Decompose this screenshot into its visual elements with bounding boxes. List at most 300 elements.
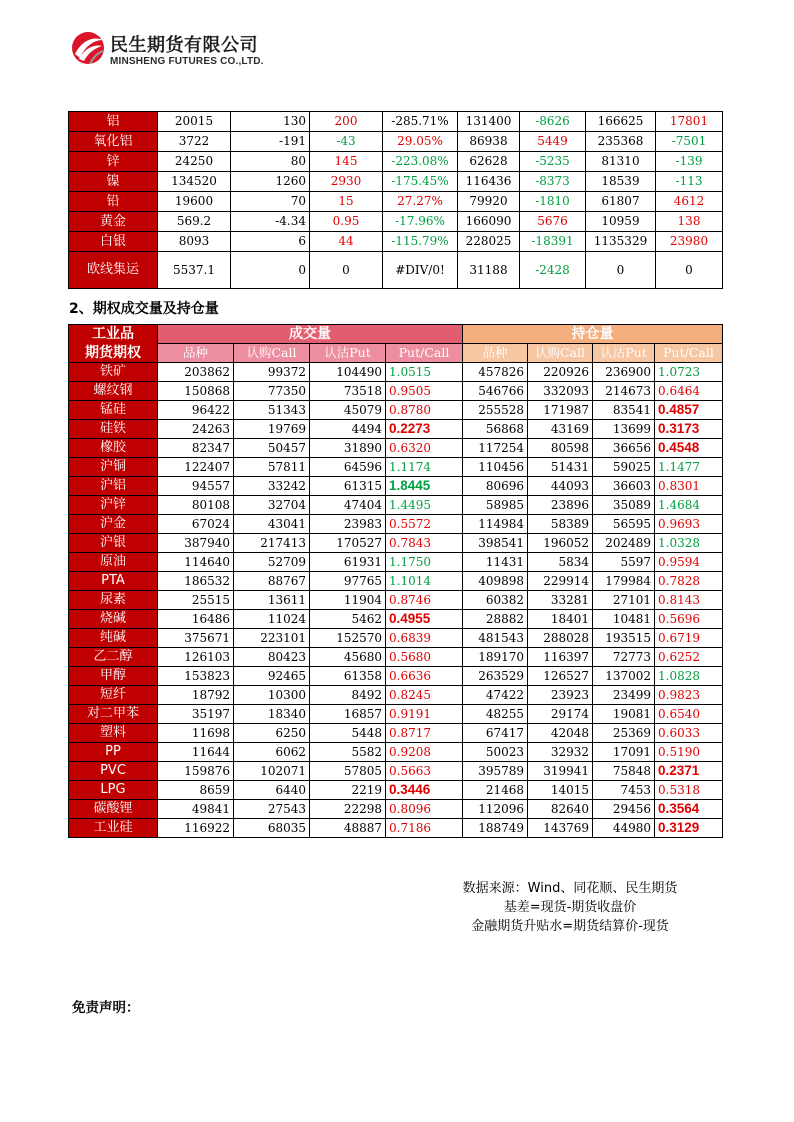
oi-put-call-ratio: 1.0723	[655, 363, 723, 382]
oi-put: 5597	[593, 553, 655, 572]
option-name: 尿素	[69, 591, 158, 610]
volume-put: 5582	[310, 743, 386, 762]
option-name: 沪铝	[69, 477, 158, 496]
minsheng-logo-icon	[70, 30, 106, 66]
volume-total: 114640	[158, 553, 234, 572]
oi-put-call-ratio: 0.7828	[655, 572, 723, 591]
option-name: 乙二醇	[69, 648, 158, 667]
volume-put-call-ratio: 0.6839	[386, 629, 463, 648]
oi-call: 82640	[528, 800, 593, 819]
sub-header: 认购Call	[234, 344, 310, 363]
oi-call: 126527	[528, 667, 593, 686]
oi-put-call-ratio: 0.3564	[655, 800, 723, 819]
open-interest-group-header: 持仓量	[463, 325, 723, 344]
volume-put: 31890	[310, 439, 386, 458]
commodity-name: 镍	[69, 172, 158, 192]
options-row	[69, 591, 723, 610]
oi-total: 50023	[463, 743, 528, 762]
volume-put: 64596	[310, 458, 386, 477]
volume-total: 122407	[158, 458, 234, 477]
cell-value: 80	[231, 152, 310, 172]
volume-put-call-ratio: 0.8746	[386, 591, 463, 610]
oi-put-call-ratio: 0.3129	[655, 819, 723, 838]
oi-put: 56595	[593, 515, 655, 534]
sub-header: 认沽Put	[310, 344, 386, 363]
cell-value: 134520	[158, 172, 231, 192]
volume-put-call-ratio: 0.8096	[386, 800, 463, 819]
volume-call: 51343	[234, 401, 310, 420]
volume-total: 126103	[158, 648, 234, 667]
oi-put-call-ratio: 0.6719	[655, 629, 723, 648]
volume-call: 57811	[234, 458, 310, 477]
volume-put-call-ratio: 0.7843	[386, 534, 463, 553]
volume-put: 5448	[310, 724, 386, 743]
volume-put: 104490	[310, 363, 386, 382]
basis-row	[69, 192, 723, 212]
oi-put: 29456	[593, 800, 655, 819]
volume-put: 61315	[310, 477, 386, 496]
oi-total: 110456	[463, 458, 528, 477]
volume-put: 170527	[310, 534, 386, 553]
oi-put: 193515	[593, 629, 655, 648]
sub-header: 认购Call	[528, 344, 593, 363]
volume-put: 48887	[310, 819, 386, 838]
disclaimer-heading: 免责声明：	[72, 1000, 140, 1016]
cell-value: 20015	[158, 112, 231, 132]
options-row	[69, 800, 723, 819]
options-row	[69, 439, 723, 458]
cell-value: 166625	[586, 112, 656, 132]
oi-put: 214673	[593, 382, 655, 401]
options-row	[69, 724, 723, 743]
options-row	[69, 496, 723, 515]
options-row	[69, 705, 723, 724]
oi-put: 10481	[593, 610, 655, 629]
volume-call: 10300	[234, 686, 310, 705]
sub-header: Put/Call	[655, 344, 723, 363]
cell-value: -17.96%	[383, 212, 458, 232]
volume-put-call-ratio: 0.6320	[386, 439, 463, 458]
cell-value: 27.27%	[383, 192, 458, 212]
volume-call: 32704	[234, 496, 310, 515]
cell-value: 145	[310, 152, 383, 172]
oi-put: 19081	[593, 705, 655, 724]
oi-call: 288028	[528, 629, 593, 648]
option-name: 短纤	[69, 686, 158, 705]
cell-value: -43	[310, 132, 383, 152]
volume-put-call-ratio: 0.3446	[386, 781, 463, 800]
oi-put: 23499	[593, 686, 655, 705]
cell-value: 31188	[458, 252, 520, 289]
option-name: 甲醇	[69, 667, 158, 686]
volume-total: 96422	[158, 401, 234, 420]
volume-put: 45680	[310, 648, 386, 667]
volume-put-call-ratio: 0.5680	[386, 648, 463, 667]
cell-value: 4612	[656, 192, 723, 212]
option-name: PTA	[69, 572, 158, 591]
basis-row	[69, 152, 723, 172]
oi-call: 116397	[528, 648, 593, 667]
volume-total: 94557	[158, 477, 234, 496]
oi-put: 35089	[593, 496, 655, 515]
oi-put: 236900	[593, 363, 655, 382]
data-source-notes	[430, 879, 710, 936]
oi-total: 255528	[463, 401, 528, 420]
oi-call: 220926	[528, 363, 593, 382]
corner-label-bottom: 期货期权	[69, 344, 158, 363]
oi-put-call-ratio: 0.8301	[655, 477, 723, 496]
options-row	[69, 743, 723, 762]
options-row	[69, 477, 723, 496]
volume-total: 24263	[158, 420, 234, 439]
oi-put-call-ratio: 1.4684	[655, 496, 723, 515]
volume-call: 99372	[234, 363, 310, 382]
cell-value: 0	[310, 252, 383, 289]
oi-total: 188749	[463, 819, 528, 838]
volume-group-header: 成交量	[158, 325, 463, 344]
oi-call: 32932	[528, 743, 593, 762]
volume-total: 8659	[158, 781, 234, 800]
option-name: 锰硅	[69, 401, 158, 420]
options-row	[69, 553, 723, 572]
oi-put-call-ratio: 1.0828	[655, 667, 723, 686]
volume-put: 5462	[310, 610, 386, 629]
volume-total: 387940	[158, 534, 234, 553]
volume-put: 2219	[310, 781, 386, 800]
option-name: 橡胶	[69, 439, 158, 458]
volume-total: 16486	[158, 610, 234, 629]
oi-total: 457826	[463, 363, 528, 382]
oi-call: 14015	[528, 781, 593, 800]
volume-put: 61931	[310, 553, 386, 572]
note-line: 金融期货升贴水=期货结算价-现货	[471, 919, 669, 934]
volume-call: 6440	[234, 781, 310, 800]
oi-put: 36603	[593, 477, 655, 496]
oi-total: 60382	[463, 591, 528, 610]
oi-call: 319941	[528, 762, 593, 781]
volume-put: 4494	[310, 420, 386, 439]
cell-value: 166090	[458, 212, 520, 232]
sub-header: 品种	[158, 344, 234, 363]
oi-call: 43169	[528, 420, 593, 439]
oi-put-call-ratio: 0.5696	[655, 610, 723, 629]
oi-put-call-ratio: 0.9594	[655, 553, 723, 572]
cell-value: 6	[231, 232, 310, 252]
option-name: 烧碱	[69, 610, 158, 629]
volume-total: 18792	[158, 686, 234, 705]
volume-total: 150868	[158, 382, 234, 401]
option-name: 原油	[69, 553, 158, 572]
oi-put: 137002	[593, 667, 655, 686]
volume-put-call-ratio: 0.5572	[386, 515, 463, 534]
options-group-header-row	[69, 325, 723, 344]
option-name: 纯碱	[69, 629, 158, 648]
cell-value: 19600	[158, 192, 231, 212]
volume-put-call-ratio: 0.4955	[386, 610, 463, 629]
commodity-name: 欧线集运	[69, 252, 158, 289]
volume-total: 159876	[158, 762, 234, 781]
oi-total: 114984	[463, 515, 528, 534]
cell-value: 86938	[458, 132, 520, 152]
cell-value: 1135329	[586, 232, 656, 252]
oi-call: 23923	[528, 686, 593, 705]
cell-value: -8373	[520, 172, 586, 192]
volume-put-call-ratio: 1.8445	[386, 477, 463, 496]
oi-total: 481543	[463, 629, 528, 648]
oi-put-call-ratio: 0.3173	[655, 420, 723, 439]
oi-total: 112096	[463, 800, 528, 819]
volume-total: 203862	[158, 363, 234, 382]
volume-total: 67024	[158, 515, 234, 534]
cell-value: 0	[231, 252, 310, 289]
volume-put-call-ratio: 0.9505	[386, 382, 463, 401]
oi-put: 59025	[593, 458, 655, 477]
oi-put-call-ratio: 0.5318	[655, 781, 723, 800]
volume-put-call-ratio: 1.4495	[386, 496, 463, 515]
oi-total: 28882	[463, 610, 528, 629]
options-row	[69, 819, 723, 838]
options-row	[69, 534, 723, 553]
cell-value: 70	[231, 192, 310, 212]
cell-value: 10959	[586, 212, 656, 232]
volume-total: 375671	[158, 629, 234, 648]
oi-put: 75848	[593, 762, 655, 781]
cell-value: -223.08%	[383, 152, 458, 172]
oi-call: 58389	[528, 515, 593, 534]
commodity-name: 铝	[69, 112, 158, 132]
cell-value: 24250	[158, 152, 231, 172]
options-sub-header-row	[69, 344, 723, 363]
volume-put: 73518	[310, 382, 386, 401]
option-name: 碳酸锂	[69, 800, 158, 819]
volume-total: 35197	[158, 705, 234, 724]
volume-put: 152570	[310, 629, 386, 648]
cell-value: -18391	[520, 232, 586, 252]
options-table	[68, 324, 723, 838]
cell-value: 0	[586, 252, 656, 289]
company-logo	[70, 28, 300, 74]
oi-total: 117254	[463, 439, 528, 458]
cell-value: 1260	[231, 172, 310, 192]
oi-put-call-ratio: 0.5190	[655, 743, 723, 762]
cell-value: -113	[656, 172, 723, 192]
cell-value: -7501	[656, 132, 723, 152]
oi-put: 7453	[593, 781, 655, 800]
option-name: 工业硅	[69, 819, 158, 838]
volume-put: 22298	[310, 800, 386, 819]
volume-call: 6250	[234, 724, 310, 743]
volume-put: 97765	[310, 572, 386, 591]
volume-put: 23983	[310, 515, 386, 534]
volume-call: 27543	[234, 800, 310, 819]
cell-value: 5537.1	[158, 252, 231, 289]
volume-put-call-ratio: 0.9208	[386, 743, 463, 762]
volume-put: 45079	[310, 401, 386, 420]
options-row	[69, 610, 723, 629]
volume-total: 80108	[158, 496, 234, 515]
options-row	[69, 420, 723, 439]
oi-total: 395789	[463, 762, 528, 781]
basis-table	[68, 111, 723, 289]
volume-total: 11644	[158, 743, 234, 762]
basis-row	[69, 252, 723, 289]
oi-call: 196052	[528, 534, 593, 553]
oi-put: 25369	[593, 724, 655, 743]
oi-total: 11431	[463, 553, 528, 572]
option-name: 硅铁	[69, 420, 158, 439]
cell-value: 131400	[458, 112, 520, 132]
oi-put-call-ratio: 0.4548	[655, 439, 723, 458]
basis-row	[69, 232, 723, 252]
volume-put-call-ratio: 0.8780	[386, 401, 463, 420]
volume-put-call-ratio: 0.6636	[386, 667, 463, 686]
options-row	[69, 648, 723, 667]
volume-call: 50457	[234, 439, 310, 458]
volume-call: 13611	[234, 591, 310, 610]
volume-put: 61358	[310, 667, 386, 686]
cell-value: 200	[310, 112, 383, 132]
company-name-cn: 民生期货有限公司	[110, 35, 258, 56]
option-name: PVC	[69, 762, 158, 781]
cell-value: -5235	[520, 152, 586, 172]
cell-value: 138	[656, 212, 723, 232]
volume-put: 11904	[310, 591, 386, 610]
volume-total: 153823	[158, 667, 234, 686]
cell-value: -1810	[520, 192, 586, 212]
cell-value: 235368	[586, 132, 656, 152]
option-name: LPG	[69, 781, 158, 800]
basis-row	[69, 212, 723, 232]
volume-call: 80423	[234, 648, 310, 667]
oi-total: 398541	[463, 534, 528, 553]
oi-put: 44980	[593, 819, 655, 838]
oi-total: 56868	[463, 420, 528, 439]
option-name: 沪铜	[69, 458, 158, 477]
volume-call: 6062	[234, 743, 310, 762]
oi-put-call-ratio: 0.6033	[655, 724, 723, 743]
options-row	[69, 572, 723, 591]
oi-call: 229914	[528, 572, 593, 591]
cell-value: 23980	[656, 232, 723, 252]
option-name: 沪金	[69, 515, 158, 534]
volume-put-call-ratio: 0.8245	[386, 686, 463, 705]
volume-put-call-ratio: 0.5663	[386, 762, 463, 781]
volume-call: 18340	[234, 705, 310, 724]
option-name: 塑料	[69, 724, 158, 743]
volume-put-call-ratio: 1.1014	[386, 572, 463, 591]
cell-value: 0	[656, 252, 723, 289]
volume-call: 19769	[234, 420, 310, 439]
basis-row	[69, 112, 723, 132]
volume-call: 223101	[234, 629, 310, 648]
commodity-name: 氧化铝	[69, 132, 158, 152]
oi-call: 51431	[528, 458, 593, 477]
cell-value: 79920	[458, 192, 520, 212]
cell-value: 17801	[656, 112, 723, 132]
cell-value: 29.05%	[383, 132, 458, 152]
oi-put: 179984	[593, 572, 655, 591]
basis-row	[69, 172, 723, 192]
cell-value: -191	[231, 132, 310, 152]
volume-put: 8492	[310, 686, 386, 705]
note-line: 数据来源：Wind、同花顺、民生期货	[462, 881, 678, 896]
oi-total: 409898	[463, 572, 528, 591]
commodity-name: 锌	[69, 152, 158, 172]
option-name: 沪锌	[69, 496, 158, 515]
volume-total: 186532	[158, 572, 234, 591]
volume-call: 102071	[234, 762, 310, 781]
oi-call: 143769	[528, 819, 593, 838]
oi-call: 171987	[528, 401, 593, 420]
sub-header: Put/Call	[386, 344, 463, 363]
cell-value: 15	[310, 192, 383, 212]
cell-value: 8093	[158, 232, 231, 252]
cell-value: -115.79%	[383, 232, 458, 252]
volume-put-call-ratio: 0.8717	[386, 724, 463, 743]
volume-total: 11698	[158, 724, 234, 743]
oi-put-call-ratio: 0.9823	[655, 686, 723, 705]
options-row	[69, 629, 723, 648]
company-name-en: MINSHENG FUTURES CO.,LTD.	[110, 56, 264, 67]
commodity-name: 黄金	[69, 212, 158, 232]
oi-put: 27101	[593, 591, 655, 610]
oi-call: 5834	[528, 553, 593, 572]
oi-put: 72773	[593, 648, 655, 667]
commodity-name: 铅	[69, 192, 158, 212]
volume-put-call-ratio: 0.2273	[386, 420, 463, 439]
oi-put-call-ratio: 0.2371	[655, 762, 723, 781]
option-name: 沪银	[69, 534, 158, 553]
option-name: 螺纹钢	[69, 382, 158, 401]
volume-call: 92465	[234, 667, 310, 686]
corner-label-top: 工业品	[69, 325, 158, 344]
sub-header: 认沽Put	[593, 344, 655, 363]
options-row	[69, 363, 723, 382]
cell-value: 569.2	[158, 212, 231, 232]
volume-put: 47404	[310, 496, 386, 515]
volume-put: 16857	[310, 705, 386, 724]
cell-value: 3722	[158, 132, 231, 152]
note-line: 基差=现货-期货收盘价	[503, 900, 637, 915]
cell-value: 5449	[520, 132, 586, 152]
oi-total: 21468	[463, 781, 528, 800]
volume-put: 57805	[310, 762, 386, 781]
volume-call: 217413	[234, 534, 310, 553]
oi-call: 44093	[528, 477, 593, 496]
oi-call: 18401	[528, 610, 593, 629]
oi-put-call-ratio: 0.6540	[655, 705, 723, 724]
options-row	[69, 667, 723, 686]
volume-put-call-ratio: 1.1750	[386, 553, 463, 572]
cell-value: 62628	[458, 152, 520, 172]
cell-value: 5676	[520, 212, 586, 232]
cell-value: -2428	[520, 252, 586, 289]
oi-put-call-ratio: 0.8143	[655, 591, 723, 610]
volume-call: 33242	[234, 477, 310, 496]
cell-value: -139	[656, 152, 723, 172]
cell-value: #DIV/0!	[383, 252, 458, 289]
oi-call: 29174	[528, 705, 593, 724]
volume-total: 49841	[158, 800, 234, 819]
oi-put-call-ratio: 1.0328	[655, 534, 723, 553]
commodity-name: 白银	[69, 232, 158, 252]
cell-value: 130	[231, 112, 310, 132]
cell-value: 0.95	[310, 212, 383, 232]
cell-value: -8626	[520, 112, 586, 132]
oi-call: 80598	[528, 439, 593, 458]
oi-put: 13699	[593, 420, 655, 439]
volume-call: 68035	[234, 819, 310, 838]
